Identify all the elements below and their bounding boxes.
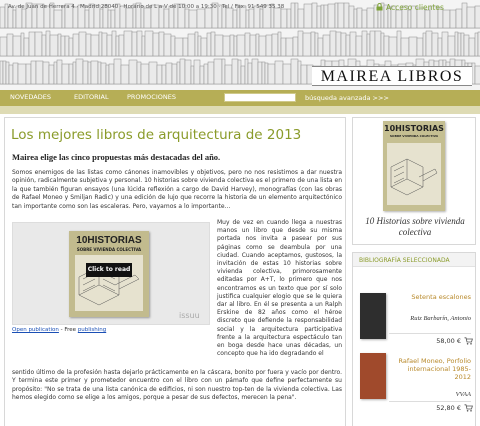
book-spine (175, 38, 183, 56)
book-spine (102, 33, 107, 56)
item-divider (389, 333, 471, 334)
book-spine (467, 7, 475, 28)
book-spine (0, 61, 3, 84)
book-spine (291, 59, 298, 84)
book-spine (237, 35, 245, 56)
book-spine (260, 9, 263, 28)
book-price: 52,80 € (436, 404, 461, 412)
book-spine (317, 6, 321, 28)
book-spine (321, 5, 324, 28)
book-spine (389, 37, 397, 56)
open-publication-link[interactable]: Open publication (12, 327, 59, 333)
book-spine (396, 10, 402, 28)
book-spine (328, 4, 335, 28)
publishing-prefix: - Free (58, 327, 78, 333)
book-spine (108, 10, 111, 28)
book-spine (438, 38, 442, 56)
book-spine (370, 31, 375, 56)
book-spine (183, 38, 188, 56)
book-spine (149, 62, 157, 84)
book-spine (197, 9, 205, 28)
book-spine (215, 35, 223, 56)
book-spine (344, 3, 349, 28)
book-spine (86, 34, 91, 56)
book-spine (49, 65, 54, 84)
book-cover-title: 10HISTORIAS (76, 235, 142, 246)
book-spine (362, 31, 367, 56)
book-spine (475, 33, 478, 56)
book-spine (408, 10, 411, 28)
book-spine (356, 36, 362, 56)
book-spine (432, 33, 438, 56)
book-spine (286, 38, 293, 56)
book-spine (335, 3, 338, 28)
book-spine (401, 38, 409, 56)
book-spine (223, 36, 230, 56)
book-spine (475, 6, 480, 28)
book-spine (295, 3, 298, 28)
book-spine (241, 66, 245, 84)
book-spine (234, 36, 237, 56)
book-spine (443, 10, 450, 28)
book-spine (278, 32, 281, 56)
book-spine (114, 59, 121, 84)
book-spine (346, 35, 350, 56)
selected-bibliography-panel (352, 252, 476, 426)
book-spine (13, 36, 21, 56)
book-spine (448, 36, 455, 56)
book-spine (121, 65, 129, 84)
book-spine (124, 31, 132, 56)
book-spine (211, 32, 215, 56)
book-thumbnail[interactable] (360, 293, 386, 339)
book-spine (298, 61, 301, 84)
book-spine (61, 36, 65, 56)
article-bottom-text: sentido último de la profesión hasta dejarlo prácticamente en la cáscara, bonito por fuera y vacío por dentro. Y termina este primer y prometedor encuentro con el libro con un pámafo que define perfectamente su propósito: "No se trata de una lista canónica de edificios, ni son nuestro top-ten de la vivienda colectiva. Las hemos elegido como se elige a los amigos, porque a pesar de sus defectos, merecen la pena". (12, 369, 342, 402)
nav-novedades[interactable]: NOVEDADES (10, 93, 51, 101)
book-spine (65, 36, 69, 56)
book-spine (166, 63, 172, 84)
book-spine (208, 62, 214, 84)
book-spine (381, 33, 384, 56)
book-spine (101, 63, 106, 84)
book-spine (26, 64, 31, 84)
book-spine (266, 35, 272, 56)
book-spine (265, 63, 268, 84)
book-spine (200, 66, 204, 84)
book-spine (107, 35, 112, 56)
book-spine (76, 59, 83, 84)
book-spine (162, 65, 166, 84)
book-spine (462, 3, 467, 28)
book-spine (98, 62, 101, 84)
book-spine (367, 34, 370, 56)
book-spine (249, 9, 254, 28)
book-spine (0, 37, 7, 56)
featured-building-drawing-image (387, 143, 441, 205)
book-spine (188, 34, 195, 56)
book-spine (145, 31, 153, 56)
book-spine (450, 10, 456, 28)
book-spine (375, 31, 381, 56)
book-spine (58, 34, 61, 56)
book-spine (57, 60, 62, 84)
book-spine (6, 62, 9, 84)
book-spine (226, 8, 233, 28)
book-spine (22, 9, 26, 28)
book-spine (330, 31, 336, 56)
book-spine (281, 9, 287, 28)
book-spine (180, 59, 185, 84)
book-spine (36, 61, 43, 84)
book-spine (207, 33, 211, 56)
book-thumbnail[interactable] (360, 353, 386, 399)
book-spine (0, 7, 5, 28)
book-spine (172, 64, 177, 84)
book-spine (18, 64, 26, 84)
book-spine (106, 65, 109, 84)
publishing-link[interactable]: publishing (77, 327, 107, 333)
book-spine (198, 36, 201, 56)
book-spine (111, 10, 115, 28)
book-spine (142, 36, 145, 56)
book-spine (362, 10, 367, 28)
cart-icon[interactable] (464, 404, 473, 412)
book-spine (42, 35, 46, 56)
book-spine (54, 62, 57, 84)
article-panel (4, 117, 346, 426)
article-title[interactable]: Los mejores libros de arquitectura de 2013 (11, 127, 302, 143)
book-spine (357, 8, 362, 28)
book-spine (293, 37, 298, 56)
book-spine (171, 36, 175, 56)
book-author: VVAA (455, 391, 471, 398)
featured-book-caption[interactable]: 10 Historias sobre vivienda colectiva (365, 216, 465, 237)
click-to-read-button[interactable]: Click to read (86, 263, 132, 277)
book-spine (458, 33, 461, 56)
book-spine (46, 31, 50, 56)
book-spine (274, 8, 281, 28)
book-spine (195, 32, 198, 56)
nav-editorial[interactable]: EDITORIAL (74, 93, 109, 101)
book-spine (384, 36, 389, 56)
book-spine (475, 66, 480, 84)
book-spine (262, 62, 265, 84)
book-spine (354, 9, 357, 28)
book-spine (8, 7, 13, 28)
book-spine (248, 63, 252, 84)
book-title[interactable]: Rafael Moneo, Porfolio internacional 1985-2012 (398, 357, 471, 381)
book-spine (91, 61, 98, 84)
book-spine (291, 3, 295, 28)
book-spine (116, 36, 119, 56)
book-spine (336, 32, 341, 56)
book-spine (21, 33, 24, 56)
book-spine (409, 37, 417, 56)
book-spine (238, 60, 241, 84)
cart-icon[interactable] (464, 337, 473, 345)
book-cover[interactable] (69, 231, 149, 317)
book-spine (79, 32, 86, 56)
book-spine (54, 10, 62, 28)
book-spine (204, 64, 208, 84)
book-spine (3, 61, 6, 84)
book-spine (141, 64, 149, 84)
book-spine (214, 59, 222, 84)
search-input[interactable] (224, 93, 296, 102)
book-spine (201, 38, 207, 56)
article-intro: Somos enemigos de las listas como cánones inamovibles y objetivos, pero no nos resistimos a dar nuestra opinión, radicalmente subjetiva y personal. 10 historias sobre vivienda colectiva es el primero de una lista en la que también figuran ensayos (una lúcida reflexión a cargo de David Harvey), monografías (con las obras de Rafael Moneo y Smiljan Radic) y una edición de lujo que recorre la historia de un elemento arquitectónico tan importante como son las escaleras. Pero, vayamos a lo importante... (12, 169, 342, 210)
book-spine (159, 32, 164, 56)
book-spine (283, 64, 291, 84)
book-spine (245, 59, 248, 84)
book-spine (99, 32, 102, 56)
book-spine (245, 33, 250, 56)
book-spine (29, 32, 35, 56)
lock-icon (376, 3, 383, 11)
book-spine (73, 34, 79, 56)
book-spine (250, 35, 256, 56)
book-spine (312, 3, 317, 28)
book-spine (455, 32, 458, 56)
book-spine (268, 64, 275, 84)
book-spine (230, 35, 234, 56)
book-spine (62, 64, 69, 84)
book-spine (177, 62, 180, 84)
book-spine (164, 9, 169, 28)
book-spine (31, 61, 36, 84)
book-spine (472, 63, 475, 84)
bibliography-header-label: BIBLIOGRAFÍA SELECCIONADA (359, 257, 450, 264)
book-spine (281, 38, 286, 56)
book-spine (378, 10, 381, 28)
featured-book-panel (352, 117, 476, 245)
book-spine (191, 66, 194, 84)
featured-book-cover-subtitle: SOBRE VIVIENDA COLECTIVA (389, 134, 439, 138)
book-spine (318, 38, 323, 56)
book-spine (132, 32, 137, 56)
book-spine (350, 32, 356, 56)
featured-book-cover[interactable] (383, 121, 445, 211)
book-spine (35, 32, 42, 56)
site-header (0, 0, 480, 90)
book-spine (24, 38, 29, 56)
book-spine (225, 65, 232, 84)
book-spine (185, 60, 191, 84)
book-cover-subtitle: SOBRE VIVIENDA COLECTIVA (76, 247, 142, 252)
book-spine (112, 31, 116, 56)
book-spine (100, 9, 103, 28)
book-spine (194, 60, 200, 84)
book-spine (69, 64, 73, 84)
book-spine (275, 61, 283, 84)
book-spine (298, 9, 304, 28)
book-spine (256, 34, 259, 56)
book-spine (315, 33, 318, 56)
book-spine (272, 34, 278, 56)
book-spine (341, 33, 346, 56)
book-spine (323, 35, 330, 56)
book-spine (287, 9, 291, 28)
book-spine (164, 34, 171, 56)
book-spine (426, 31, 432, 56)
book-spine (222, 59, 225, 84)
article-column-text: Muy de vez en cuando llega a nuestras manos un libro que desde su misma portada nos invita a pasear por sus páginas como se deambula por una ciudad. Cuando aceptamos, gustosos, la invitación de estas 10 historias sobre vivienda colectiva, primorosamente editadas por A+T, lo primero que nos encontramos es un texto que por sí solo justifica cualquier elogio que se le quiera dar al libro. En él se presenta a un Ralph Erskine de 82 años como el héroe discreto que defiende la responsabilidad social y la arquitectura participativa frente a la arquitectura espectáculo tan en boga desde hace unas décadas, un concepto que ha ido degradando el (217, 219, 342, 358)
book-price: 58,00 € (436, 337, 461, 345)
advanced-search-link[interactable]: búsqueda avanzada >>> (305, 94, 389, 102)
book-spine (126, 8, 133, 28)
book-spine (43, 62, 49, 84)
book-spine (109, 64, 114, 84)
book-spine (425, 10, 430, 28)
book-spine (324, 5, 328, 28)
book-spine (50, 35, 58, 56)
book-spine (464, 35, 469, 56)
book-spine (185, 9, 189, 28)
article-subtitle: Mairea elige las cinco propuestas más destacadas del año. (12, 152, 221, 162)
book-spine (13, 10, 16, 28)
site-logo[interactable]: MAIREA LIBROS (312, 66, 472, 86)
book-spine (205, 8, 212, 28)
client-login-link[interactable] (376, 3, 444, 12)
book-spine (157, 65, 162, 84)
book-spine (69, 38, 73, 56)
issuu-logo[interactable]: issuu (179, 311, 200, 320)
book-spine (233, 10, 237, 28)
book-spine (73, 7, 78, 28)
book-author: Ruiz Barbarín, Antonio (410, 315, 471, 322)
book-spine (13, 63, 18, 84)
book-spine (189, 10, 197, 28)
book-spine (349, 6, 354, 28)
book-spine (417, 38, 423, 56)
book-spine (129, 60, 137, 84)
book-spine (338, 3, 344, 28)
book-spine (83, 61, 88, 84)
nav-promociones[interactable]: PROMOCIONES (127, 93, 176, 101)
book-spine (252, 59, 258, 84)
book-title[interactable]: Setenta escalones (411, 293, 471, 301)
book-spine (88, 62, 91, 84)
book-spine (367, 8, 374, 28)
publication-links (12, 327, 106, 333)
book-spine (246, 10, 249, 28)
bibliography-item[interactable] (353, 353, 476, 426)
book-spine (461, 33, 464, 56)
book-spine (303, 33, 311, 56)
book-spine (119, 35, 124, 56)
book-spine (259, 36, 266, 56)
book-spine (144, 8, 151, 28)
book-spine (232, 59, 238, 84)
store-contact-info: Av. de Juan de Herrera 4 · Madrid 28040 · Horario de L a V de 10:00 a 19:30 · Tel / Fax: 91 549 35 38 (8, 4, 285, 10)
book-spine (137, 31, 142, 56)
book-spine (469, 38, 475, 56)
book-spine (456, 9, 462, 28)
bibliography-header (353, 253, 476, 267)
item-divider (389, 401, 471, 402)
book-spine (304, 4, 312, 28)
book-spine (85, 10, 89, 28)
book-spine (442, 32, 448, 56)
client-login-label: Acceso clientes (386, 3, 444, 12)
book-spine (258, 62, 262, 84)
book-spine (423, 33, 426, 56)
book-spine (9, 65, 13, 84)
book-spine (73, 62, 76, 84)
book-spine (153, 33, 159, 56)
book-spine (311, 32, 315, 56)
book-spine (91, 35, 99, 56)
book-spine (301, 65, 307, 84)
featured-book-cover-title: 10HISTORIAS (384, 124, 444, 133)
book-spine (298, 31, 303, 56)
book-spine (137, 62, 141, 84)
issuu-viewer[interactable] (12, 222, 210, 325)
subnav-bar (0, 106, 480, 114)
book-spine (397, 31, 401, 56)
book-spine (7, 34, 13, 56)
